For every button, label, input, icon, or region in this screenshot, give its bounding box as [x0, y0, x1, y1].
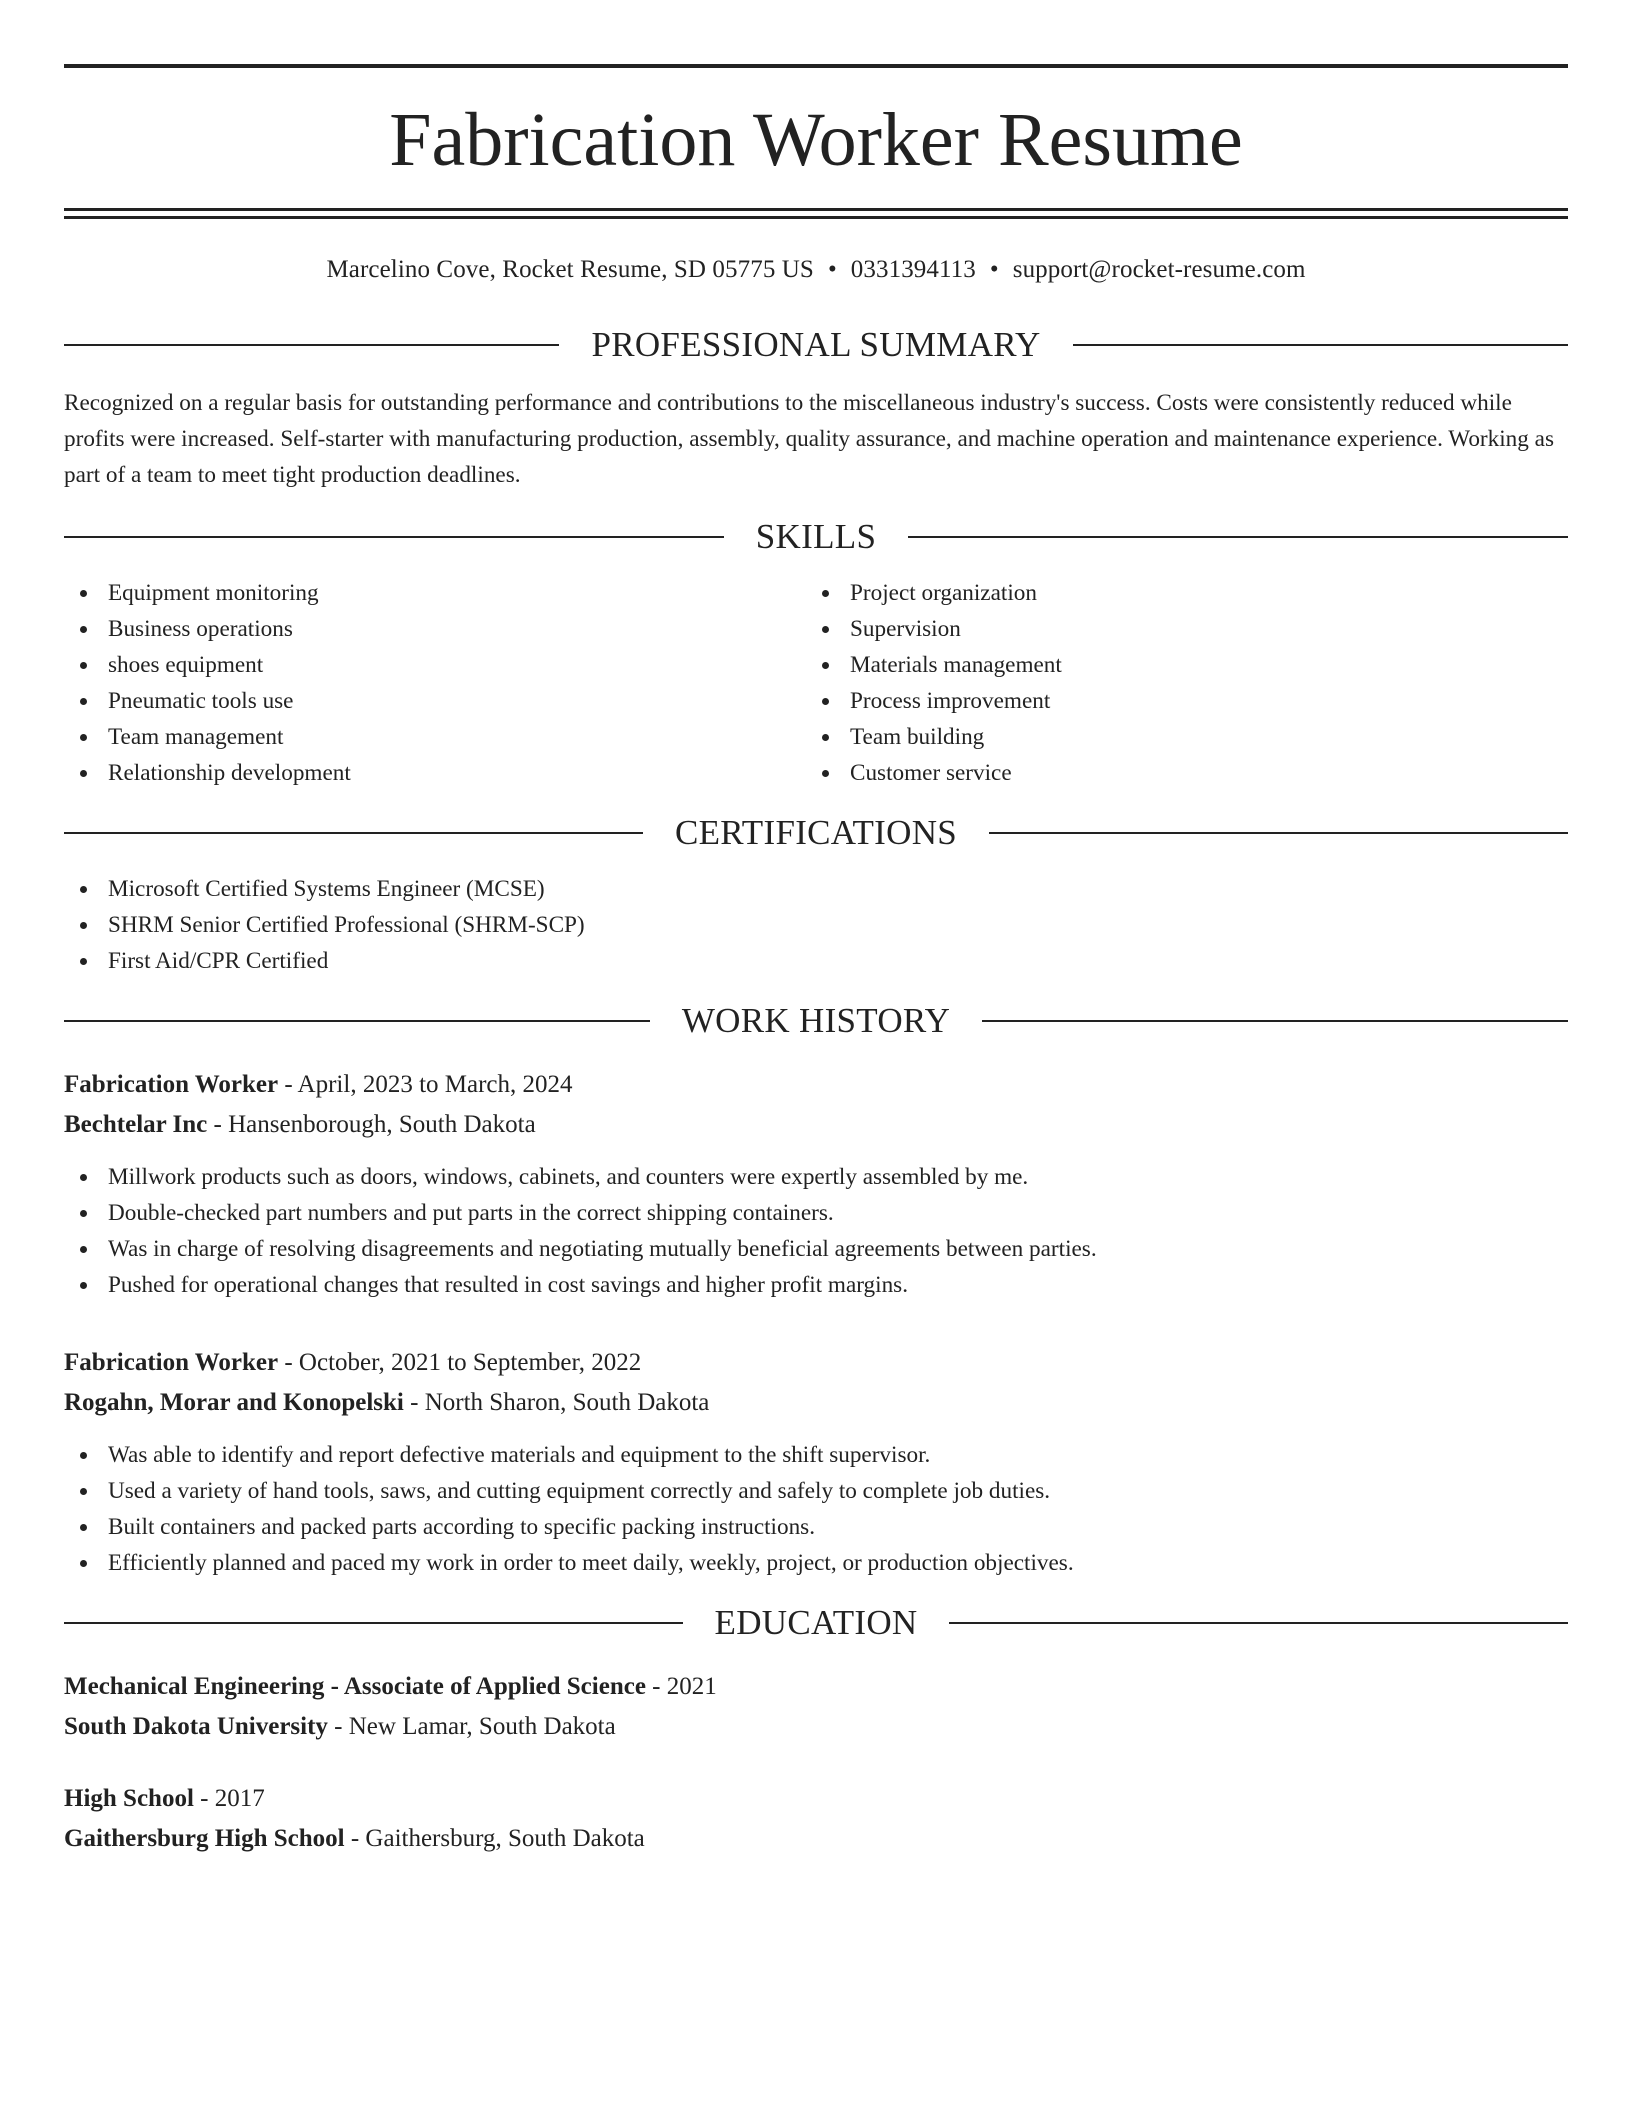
- title-double-rule: [64, 208, 1568, 219]
- list-item: [806, 611, 1548, 647]
- bullet-icon: [822, 626, 829, 633]
- job-company-line: [64, 1105, 1568, 1145]
- list-item: [64, 575, 806, 611]
- bullet-icon: [822, 734, 829, 741]
- skill-text: Relationship development: [108, 760, 351, 786]
- bullet-icon: [80, 1210, 87, 1217]
- skill-text: Materials management: [850, 652, 1062, 678]
- section-title: EDUCATION: [714, 1603, 918, 1642]
- job-entry: [64, 1065, 1568, 1303]
- job-title-line: [64, 1065, 1568, 1105]
- job-company-line: [64, 1383, 1568, 1423]
- list-item: [806, 755, 1548, 791]
- contact-email: support@rocket-resume.com: [1012, 256, 1306, 283]
- bullet-icon: [80, 590, 87, 597]
- section-heading-skills: [64, 517, 1568, 557]
- skill-text: Project organization: [850, 580, 1037, 606]
- degree-line: [64, 1779, 1568, 1819]
- job-company: Rogahn, Morar and Konopelski: [64, 1389, 404, 1416]
- list-item: [806, 719, 1548, 755]
- degree-line: [64, 1667, 1568, 1707]
- skill-text: Team building: [850, 724, 985, 750]
- section-title: CERTIFICATIONS: [674, 813, 958, 852]
- job-location: - Hansenborough, South Dakota: [207, 1111, 536, 1138]
- list-item: [806, 647, 1548, 683]
- job-location: - North Sharon, South Dakota: [403, 1389, 710, 1416]
- certifications-list: [64, 871, 1568, 979]
- heading-rule-left: [64, 1020, 650, 1022]
- bullet-icon: [80, 626, 87, 633]
- job-company: Bechtelar Inc: [64, 1111, 208, 1138]
- section-heading-work-history: [64, 1001, 1568, 1041]
- duty-text: Double-checked part numbers and put parts in the correct shipping containers.: [108, 1200, 834, 1226]
- list-item: [64, 647, 806, 683]
- bullet-icon: [822, 770, 829, 777]
- bullet-icon: [80, 1246, 87, 1253]
- duty-text: Was able to identify and report defective materials and equipment to the shift supervisor.: [108, 1442, 931, 1468]
- bullet-icon: [80, 1560, 87, 1567]
- contact-separator: •: [989, 256, 999, 283]
- skill-text: Pneumatic tools use: [108, 688, 294, 714]
- section-title: PROFESSIONAL SUMMARY: [591, 325, 1041, 364]
- list-item: [64, 943, 1568, 979]
- section-title: WORK HISTORY: [681, 1001, 951, 1040]
- duty-text: Efficiently planned and paced my work in order to meet daily, weekly, project, or production objectives.: [108, 1550, 1074, 1576]
- duty-text: Was in charge of resolving disagreements and negotiating mutually beneficial agreements between parties.: [108, 1236, 1097, 1262]
- job-title: Fabrication Worker: [64, 1071, 279, 1098]
- school-line: [64, 1707, 1568, 1747]
- school-line: [64, 1819, 1568, 1859]
- list-item: [64, 1509, 1568, 1545]
- duty-text: Used a variety of hand tools, saws, and cutting equipment correctly and safely to complete job duties.: [108, 1478, 1051, 1504]
- graduation-year: - 2021: [645, 1673, 717, 1700]
- job-title-line: [64, 1343, 1568, 1383]
- skill-text: Supervision: [850, 616, 961, 642]
- heading-rule-right: [908, 536, 1568, 538]
- bullet-icon: [80, 1174, 87, 1181]
- heading-rule-left: [64, 832, 643, 834]
- list-item: [64, 1267, 1568, 1303]
- list-item: [64, 1437, 1568, 1473]
- heading-rule-left: [64, 536, 724, 538]
- list-item: [64, 907, 1568, 943]
- bullet-icon: [80, 662, 87, 669]
- bullet-icon: [80, 1524, 87, 1531]
- bullet-icon: [80, 1282, 87, 1289]
- heading-rule-right: [989, 832, 1568, 834]
- bullet-icon: [822, 662, 829, 669]
- job-title: Fabrication Worker: [64, 1349, 279, 1376]
- bullet-icon: [80, 1452, 87, 1459]
- skill-text: Team management: [108, 724, 284, 750]
- heading-rule-right: [982, 1020, 1568, 1022]
- bullet-icon: [822, 590, 829, 597]
- list-item: [806, 575, 1548, 611]
- list-item: [64, 1195, 1568, 1231]
- contact-line: [64, 255, 1568, 285]
- education-entry: [64, 1779, 1568, 1859]
- section-heading-summary: [64, 325, 1568, 365]
- skill-text: Equipment monitoring: [108, 580, 319, 606]
- contact-address: Marcelino Cove, Rocket Resume, SD 05775 US: [326, 256, 814, 283]
- bullet-icon: [80, 1488, 87, 1495]
- list-item: [64, 1159, 1568, 1195]
- job-dates: - April, 2023 to March, 2024: [278, 1071, 573, 1098]
- list-item: [806, 683, 1548, 719]
- heading-rule-right: [1073, 344, 1568, 346]
- school-location: - Gaithersburg, South Dakota: [344, 1825, 645, 1852]
- list-item: [64, 1473, 1568, 1509]
- school-name: Gaithersburg High School: [64, 1825, 345, 1852]
- bullet-icon: [80, 886, 87, 893]
- list-item: [64, 719, 806, 755]
- heading-rule-right: [949, 1622, 1568, 1624]
- contact-separator: •: [827, 256, 837, 283]
- skills-column-left: [64, 575, 806, 791]
- certification-text: Microsoft Certified Systems Engineer (MCSE): [108, 876, 545, 902]
- job-entry: [64, 1343, 1568, 1581]
- list-item: [64, 1231, 1568, 1267]
- list-item: [64, 611, 806, 647]
- skill-text: shoes equipment: [108, 652, 264, 678]
- skills-column-right: [806, 575, 1548, 791]
- school-location: - New Lamar, South Dakota: [327, 1713, 616, 1740]
- job-duties-list: [64, 1159, 1568, 1303]
- resume-page: [64, 64, 1568, 1859]
- skill-text: Process improvement: [850, 688, 1051, 714]
- section-title: SKILLS: [755, 517, 877, 556]
- bullet-icon: [822, 698, 829, 705]
- job-dates: - October, 2021 to September, 2022: [278, 1349, 642, 1376]
- skill-text: Business operations: [108, 616, 293, 642]
- graduation-year: - 2017: [193, 1785, 265, 1812]
- heading-rule-left: [64, 344, 559, 346]
- skill-text: Customer service: [850, 760, 1012, 786]
- section-heading-education: [64, 1603, 1568, 1643]
- bullet-icon: [80, 734, 87, 741]
- education-entry: [64, 1667, 1568, 1747]
- job-duties-list: [64, 1437, 1568, 1581]
- skills-list: [64, 575, 1568, 791]
- degree: Mechanical Engineering - Associate of Applied Science: [64, 1673, 646, 1700]
- school-name: South Dakota University: [64, 1713, 328, 1740]
- top-rule: [64, 64, 1568, 68]
- bullet-icon: [80, 922, 87, 929]
- contact-phone: 0331394113: [850, 256, 976, 283]
- list-item: [64, 871, 1568, 907]
- degree: High School: [64, 1785, 194, 1812]
- duty-text: Built containers and packed parts according to specific packing instructions.: [108, 1514, 816, 1540]
- page-title: Fabrication Worker Resume: [389, 98, 1243, 182]
- section-heading-certifications: [64, 813, 1568, 853]
- duty-text: Pushed for operational changes that resulted in cost savings and higher profit margins.: [108, 1272, 909, 1298]
- list-item: [64, 683, 806, 719]
- certification-text: First Aid/CPR Certified: [108, 948, 329, 974]
- heading-rule-left: [64, 1622, 683, 1624]
- summary-text: Recognized on a regular basis for outstanding performance and contributions to the miscellaneous industry's success. Costs were consistently reduced while profits were increased. Self-starter with manufacturing production, assembly, quality assurance, and machine operation and maintenance experience. Working as part of a team to meet tight production deadlines.: [64, 390, 1554, 488]
- bullet-icon: [80, 770, 87, 777]
- certification-text: SHRM Senior Certified Professional (SHRM-SCP): [108, 912, 585, 938]
- bullet-icon: [80, 698, 87, 705]
- bullet-icon: [80, 958, 87, 965]
- list-item: [64, 1545, 1568, 1581]
- list-item: [64, 755, 806, 791]
- duty-text: Millwork products such as doors, windows, cabinets, and counters were expertly assembled by me.: [108, 1164, 1029, 1190]
